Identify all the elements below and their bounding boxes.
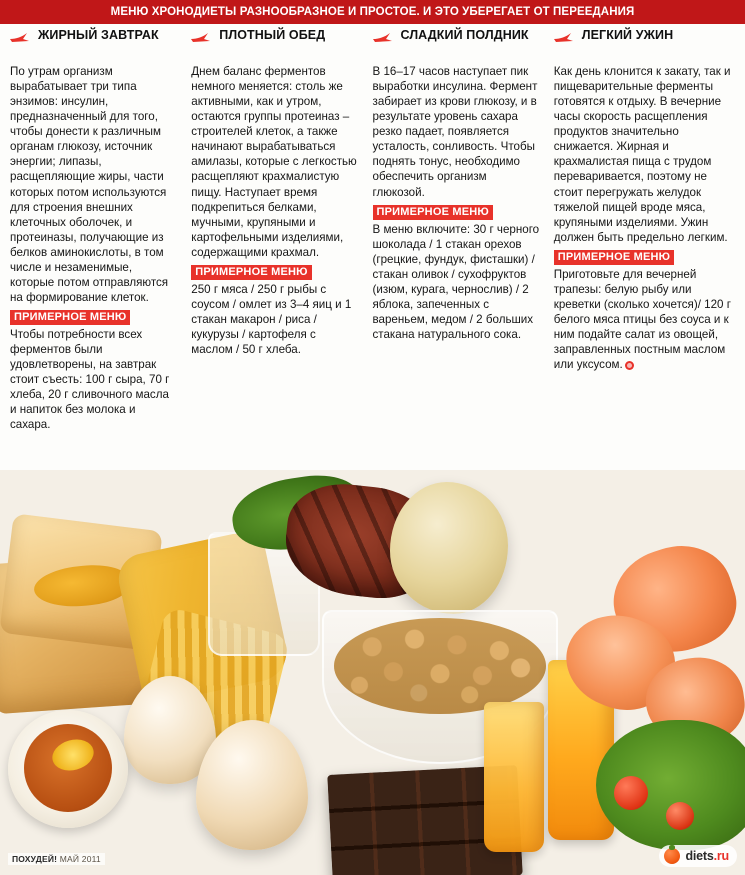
sample-menu-body (554, 267, 735, 372)
column-light-dinner (554, 28, 735, 533)
column-header (373, 28, 540, 60)
sample-menu-body: Чтобы потребности всех ферментов были удовлетворены, на завтрак стоит съесть: 100 г сыра, 70 г хлеба, 20 г сливочного масла и напиток без молока и сахара. (10, 328, 170, 432)
sample-menu-body: 250 г мяса / 250 г рыбы с соусом / омлет из 3–4 яиц и 1 стакан макарон / риса / кукурузы / картофеля с маслом / 50 г хлеба. (191, 282, 352, 357)
column-paragraph: Днем баланс ферментов немного меняется: столь же активными, как и утром, остаются группы протеиназ – строителей клеток, а также начинают вырабатываться амилазы, которые с легкостью расщепляют крахмалистую пищу. Наступает время подкрепиться белками, мучными, крупяными и картофельными изделиями, содержащими крахмал. (191, 65, 357, 259)
sample-menu-label: ПРИМЕРНОЕ МЕНЮ (191, 265, 311, 280)
sample-menu-label: ПРИМЕРНОЕ МЕНЮ (554, 250, 674, 265)
column-body (373, 64, 540, 342)
article-columns (0, 28, 745, 533)
juice-glass-image (484, 702, 544, 852)
column-title: ПЛОТНЫЙ ОБЕД (219, 28, 326, 42)
sample-menu-label: ПРИМЕРНОЕ МЕНЮ (373, 205, 493, 220)
column-title: ЖИРНЫЙ ЗАВТРАК (38, 28, 159, 42)
end-mark-icon (625, 361, 634, 370)
column-body (191, 64, 358, 357)
column-body (554, 64, 735, 372)
column-title: ЛЕГКИЙ УЖИН (581, 28, 674, 42)
column-fatty-breakfast (10, 28, 191, 533)
banner-text: МЕНЮ ХРОНОДИЕТЫ РАЗНООБРАЗНОЕ И ПРОСТОЕ. И ЭТО УБЕРЕГАЕТ ОТ ПЕРЕЕДАНИЯ (110, 6, 635, 18)
column-header (191, 28, 358, 60)
column-sweet-snack (373, 28, 554, 533)
tomato-icon (666, 802, 694, 830)
site-name-accent: .ru (713, 849, 729, 863)
column-hearty-lunch (191, 28, 372, 533)
arrow-right-icon (191, 31, 213, 45)
column-header (10, 28, 177, 60)
site-watermark[interactable] (659, 845, 737, 867)
sample-menu-text: Приготовьте для вечерней трапезы: белую рыбу или креветки (сколько хочется)/ 120 г белого мяса птицы без соуса и к ним подайте салат из овощей, заправленных постным маслом или уксусом. (553, 267, 731, 372)
column-body (10, 64, 177, 432)
page-banner (0, 0, 745, 24)
column-paragraph: В 16–17 часов наступает пик выработки инсулина. Фермент забирает из крови глюкозу, и в результате уровень сахара резко падает, появляется усталость, сонливость. Чтобы поднять тонус, необходимо обеспечить организм глюкозой. (372, 65, 538, 199)
arrow-right-icon (10, 31, 32, 45)
food-collage-photo (0, 470, 745, 875)
arrow-right-icon (554, 31, 576, 45)
column-paragraph: По утрам организм вырабатывает три типа энзимов: инсулин, предназначенный для того, чтобы донести к различным органам глюкозу, источник энергии; липазы, расщепляющие жиры, части которых потом используются для строения внешних клеточных оболочек, и протеиназы, получающие из белков аминокислоты, в том числе и незаменимые, которые потом отправляются на формирование клеток. (10, 65, 169, 304)
column-header (554, 28, 735, 60)
vegetable-salad-image (596, 720, 745, 850)
sample-menu-label: ПРИМЕРНОЕ МЕНЮ (10, 310, 130, 325)
almonds (334, 618, 546, 714)
tea-cup-image (8, 710, 128, 828)
credit-issue: МАЙ 2011 (59, 854, 101, 864)
credit-brand: ПОХУДЕЙ! (12, 854, 58, 864)
tomato-logo-icon (664, 848, 680, 864)
sample-menu-body: В меню включите: 30 г черного шоколада / 1 стакан орехов (грецкие, фундук, фисташки) / стакан оливок / сухофруктов (изюм, курага, чернослив) / 2 яблока, запеченных с вареньем, медом / 2 больших стакана натурального сока. (372, 222, 540, 341)
arrow-right-icon (373, 31, 395, 45)
tomato-icon (614, 776, 648, 810)
site-name (685, 849, 729, 863)
baked-potato-image (390, 482, 508, 614)
column-title: СЛАДКИЙ ПОЛДНИК (400, 28, 529, 42)
site-name-plain: diets (685, 849, 714, 863)
column-paragraph: Как день клонится к закату, так и пищеварительные ферменты готовятся к отдыху. В вечерние часы скорость расщепления продуктов значительно снижается. Жирная и крахмалистая пища с трудом переваривается, поэтому не стоит перегружать желудок тяжелой пищей вроде мяса, крупяными изделиями. Ужин должен быть предельно легким. (553, 65, 731, 244)
magazine-credit (8, 853, 105, 865)
